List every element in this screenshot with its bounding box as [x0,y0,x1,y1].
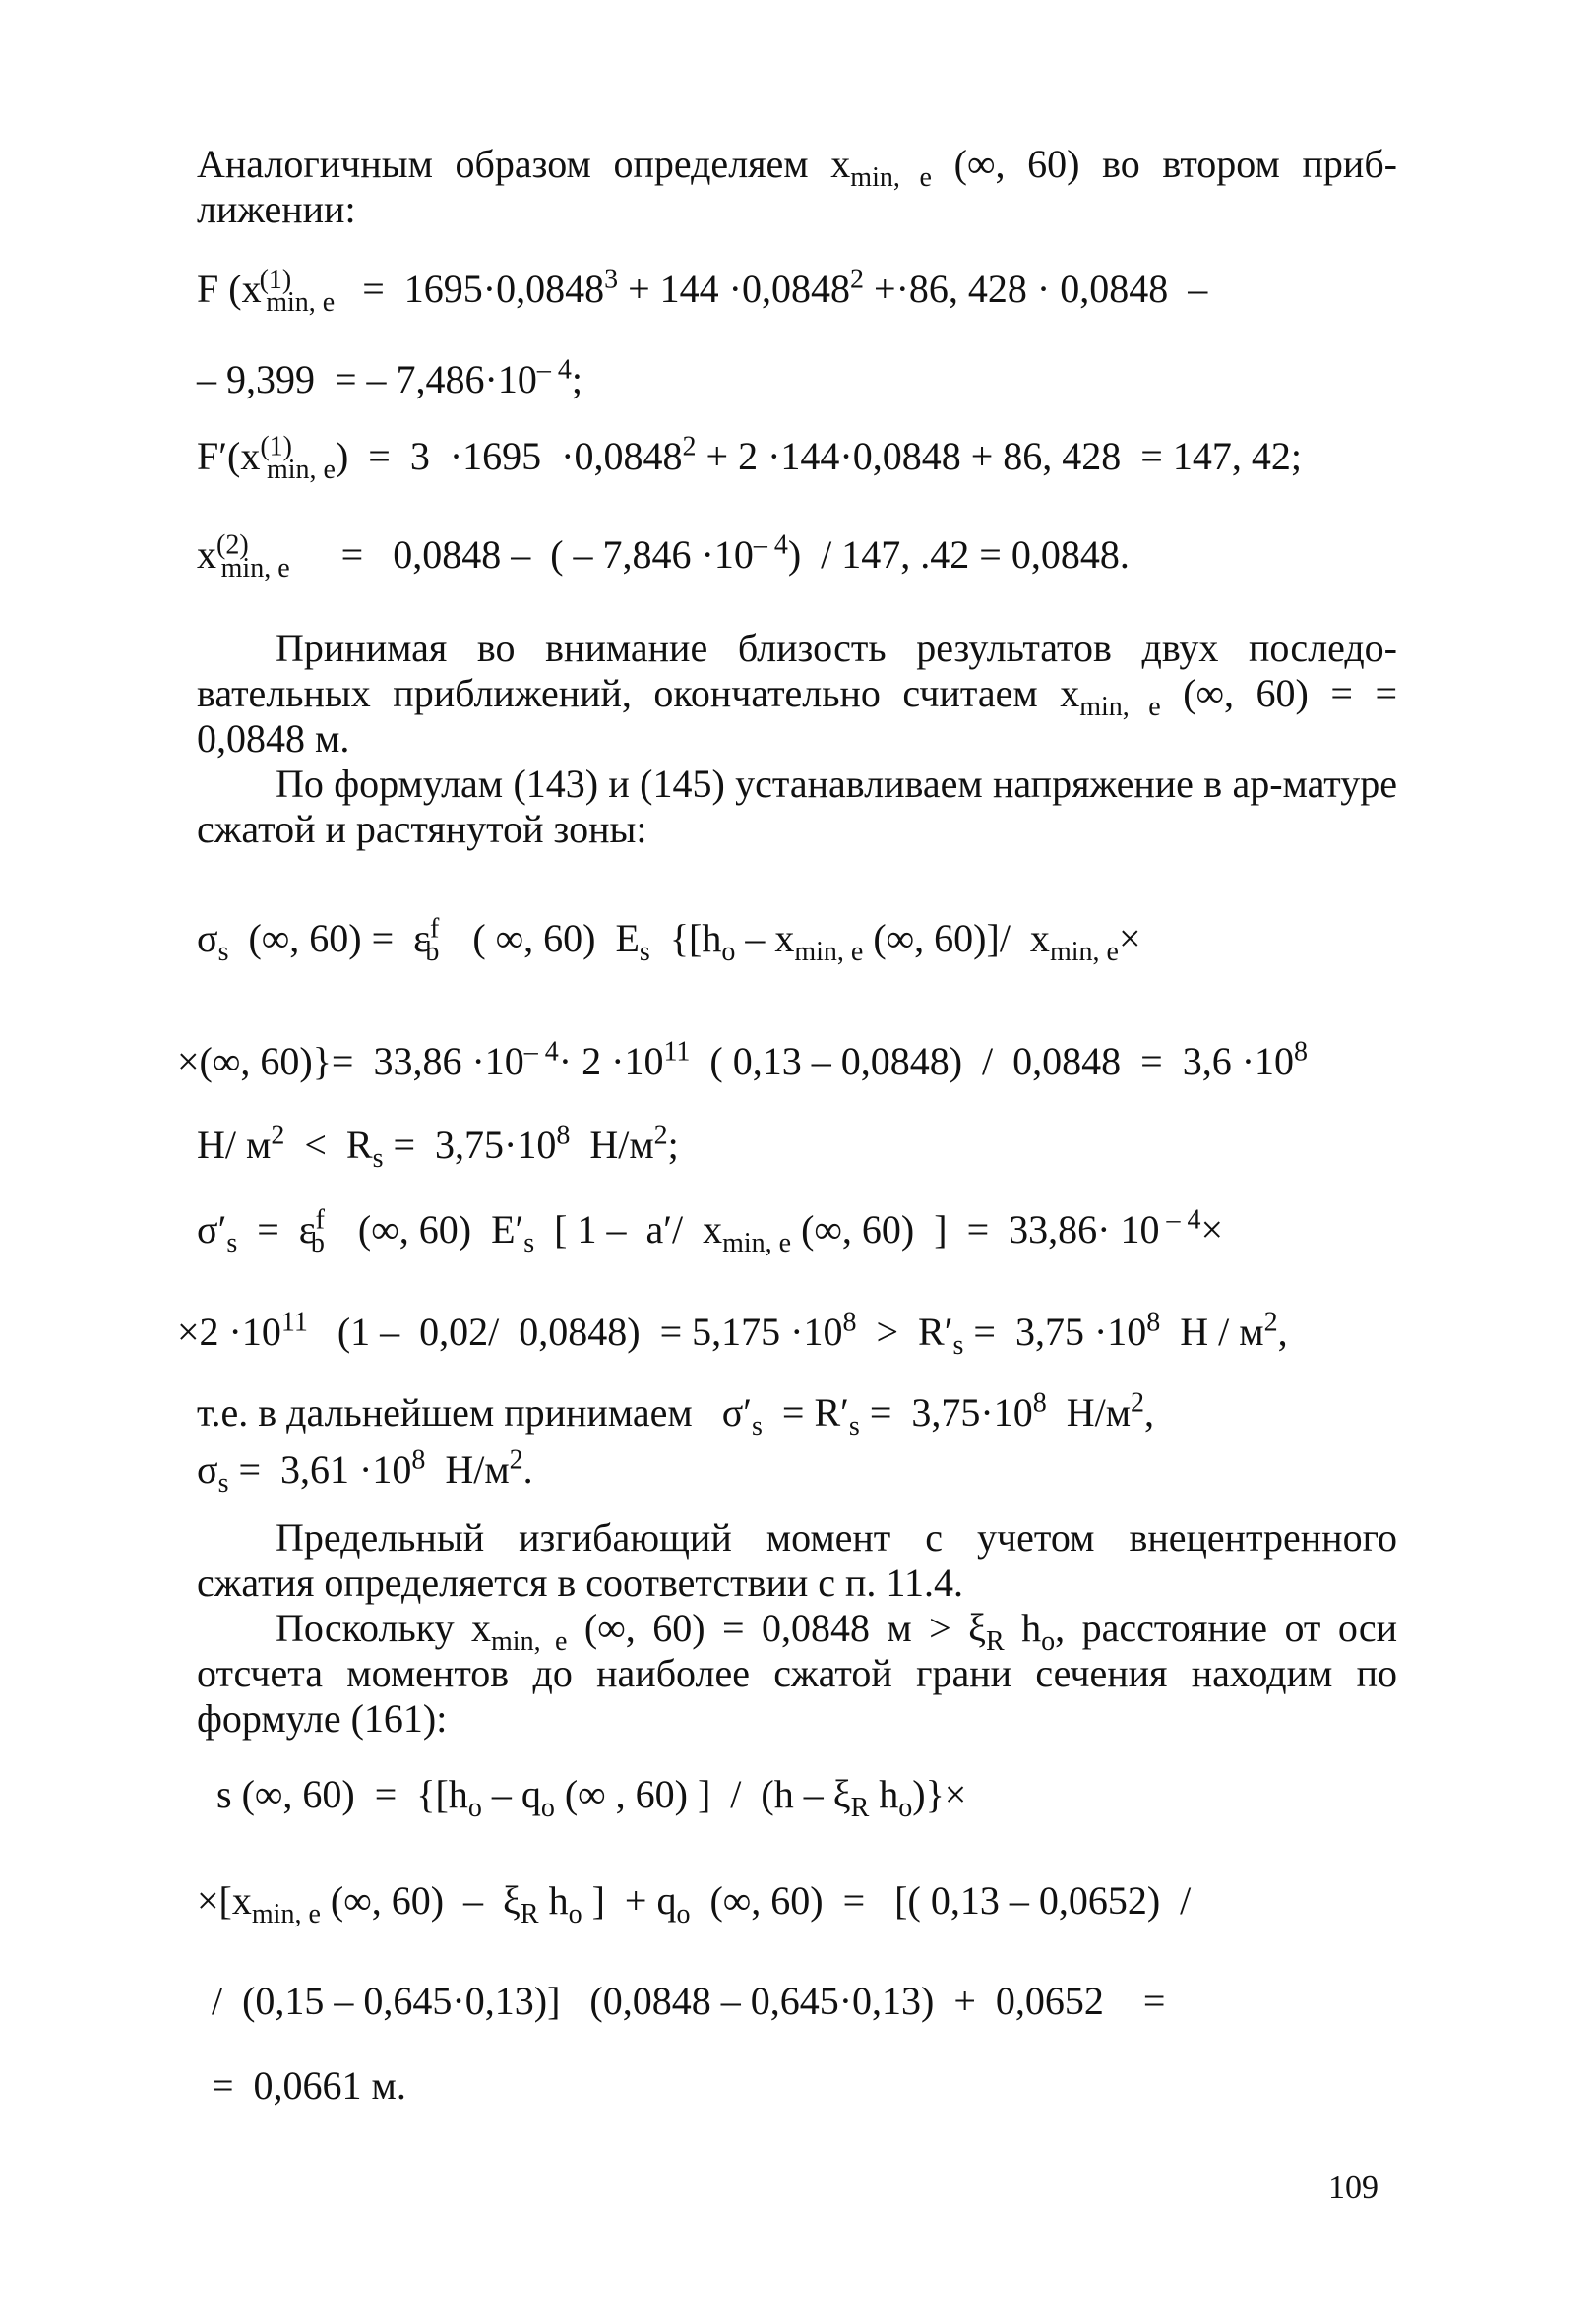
equation-sigma-s-prime-cont: $\times 2 \cdot 10^{11}$ (1 – 0,02/ $0,0848) = 5,175 \cdot 10^8 > R'_s = 3,75 \cdot 10^8$ Н / $м^2$, [177,1307,1288,1361]
equation-s-cont1: $\times[x_{min, e}$ (∞, $60) - \xi_R$ $h_o$ ] + $q_o$ (∞, 60) = [( 0,13 – 0,0652) / [197,1878,1192,1929]
equation-sigma-s: $\sigma_s$ (∞, $60) = \varepsilon^f_b$ ( ∞, 60) $E_s$ {[$h_o - x_{min, e}$ (∞, 60)]/ $x_{min, e}\times$ [197,913,1141,967]
equation-f-x1-cont: – 9,399 = – $7,486\cdot 10^{- 4}$; [197,354,583,401]
equation-s-result: = 0,0661 м. [212,2063,406,2108]
intro-paragraph: Аналогичным образом определяем $x_{min, e}$ (∞, 60) во втором приб-лижении: [197,142,1397,231]
equation-sigma-s-prime: $\sigma'_s = \varepsilon^f_b$ (∞, 60) $E'_s$ [ 1 – a′/ $x_{min, e}$ (∞, 60) ] = 33,86· 10 $^{- 4}$× [197,1204,1224,1258]
paragraph-proximity: Принимая во внимание близость результатов двух последо-вательных приближений, окончательно считаем $x_{min, e}$ (∞, 60) = = 0,0848 м. По формулам (143) и (145) устанавливаем напряжение в ар-матуре сжатой и растянутой зоны: [197,626,1397,851]
page-number: 109 [1328,2170,1379,2206]
equation-s: s (∞, $60) = \{[h_o - q_o$ (∞ , 60) ] / ($h - \xi_R$ $h_o)\}\times$ [216,1772,967,1823]
equation-accept-cont: $\sigma_s = 3,61 \cdot 10^8$ $Н/м^2$. [197,1444,533,1498]
equation-sigma-s-cont: ×(∞, $60)\}= 33,86 \cdot 10^{- 4}\cdot 2 \cdot 10^{11}$ ( $0,13 - 0,0848) / 0,0848 = 3,6 \cdot 10^8$ [177,1036,1309,1083]
equation-f-prime: $F'(x^{(1)}_{min, e}) = 3 \cdot 1695 \cdot 0,0848^2 + 2 \cdot 144\cdot 0,0848 + 86$, 428 = 147, 42; [197,431,1302,485]
paragraph-moment: Предельный изгибающий момент с учетом внецентренного сжатия определяется в соответствии с п. 11.4. Поскольку $x_{min, e}$ (∞, 60) = 0,0848 $м > \xi_R$ $h_o$, расстояние от оси отсчета моментов до наиболее сжатой грани сечения находим по формуле (161): [197,1515,1397,1741]
equation-s-cont2: / (0,15 – 0,645·0,13)] (0,0848 – 0,645·0,13) + 0,0652 = [212,1979,1166,2023]
equation-f-x1: F ($x^{(1)}_{min, e} = 1695\cdot 0,0848^3 + 144 \cdot 0,0848^2 +\cdot 86$, 428 · 0,0848 – [197,264,1208,318]
equation-x2: $x^{(2)}_{min, e} = 0,0848$ – ( – $7,846 \cdot 10^{- 4}) / 147$, .42 = 0,0848. [197,529,1130,583]
equation-accept: т.е. в дальнейшем принимаем $\sigma'_s = R'_s = 3,75\cdot 10^8$ $Н/м^2$, [197,1387,1155,1441]
equation-sigma-s-compare: Н/ $м^2 < R_s = 3,75\cdot 10^8$ $Н/м^2$; [197,1120,679,1174]
